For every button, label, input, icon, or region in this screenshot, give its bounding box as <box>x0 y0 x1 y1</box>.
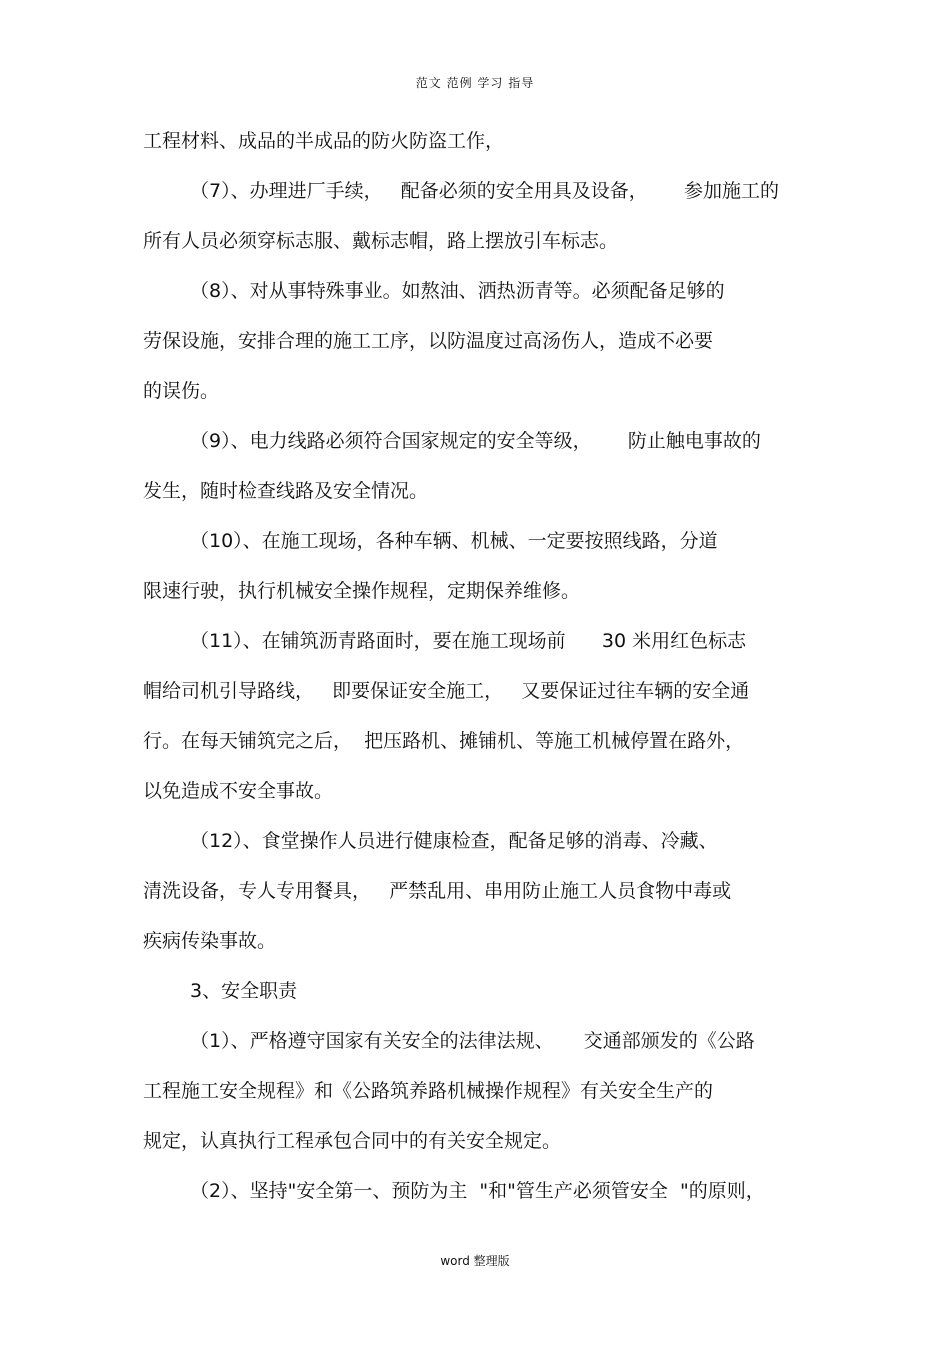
text-line: （8）、对从事特殊事业。如熬油、洒热沥青等。必须配备足够的 <box>190 280 725 302</box>
text-line: 规定，认真执行工程承包合同中的有关安全规定。 <box>143 1130 562 1152</box>
text-line: 清洗设备，专人专用餐具， 严禁乱用、串用防止施工人员食物中毒或 <box>143 880 732 902</box>
text-line: （10）、在施工现场，各种车辆、机械、一定要按照线路，分道 <box>190 530 718 552</box>
text-line: 疾病传染事故。 <box>143 930 277 952</box>
text-line: 劳保设施，安排合理的施工工序，以防温度过高汤伤人，造成不必要 <box>143 330 714 352</box>
page-footer: word 整理版 <box>440 1254 510 1268</box>
text-line: 工程材料、成品的半成品的防火防盗工作， <box>143 130 505 152</box>
text-line: （1）、严格遵守国家有关安全的法律法规、 交通部颁发的《公路 <box>190 1030 755 1052</box>
text-line: 所有人员必须穿标志服、戴标志帽，路上摆放引车标志。 <box>143 230 619 252</box>
text-line: 发生，随时检查线路及安全情况。 <box>143 480 429 502</box>
text-line: （7）、办理进厂手续， 配备必须的安全用具及设备， 参加施工的 <box>190 180 779 202</box>
text-line: （11）、在铺筑沥青路面时，要在施工现场前 30 米用红色标志 <box>190 630 747 652</box>
text-line: 行。在每天铺筑完之后， 把压路机、摊铺机、等施工机械停置在路外， <box>143 730 745 752</box>
page-header: 范文 范例 学习 指导 <box>415 76 535 90</box>
text-line: 以免造成不安全事故。 <box>143 780 334 802</box>
text-line: 限速行驶，执行机械安全操作规程，定期保养维修。 <box>143 580 581 602</box>
text-line: 工程施工安全规程》和《公路筑养路机械操作规程》有关安全生产的 <box>143 1080 714 1102</box>
text-line: （12）、食堂操作人员进行健康检查，配备足够的消毒、冷藏、 <box>190 830 718 852</box>
text-line: （2）、坚持"安全第一、预防为主 "和"管生产必须管安全 "的原则， <box>190 1180 765 1202</box>
text-line: （9）、电力线路必须符合国家规定的安全等级， 防止触电事故的 <box>190 430 761 452</box>
section-heading: 3、安全职责 <box>190 980 298 1002</box>
text-line: 帽给司机引导路线， 即要保证安全施工， 又要保证过往车辆的安全通 <box>143 680 750 702</box>
text-line: 的误伤。 <box>143 380 220 402</box>
